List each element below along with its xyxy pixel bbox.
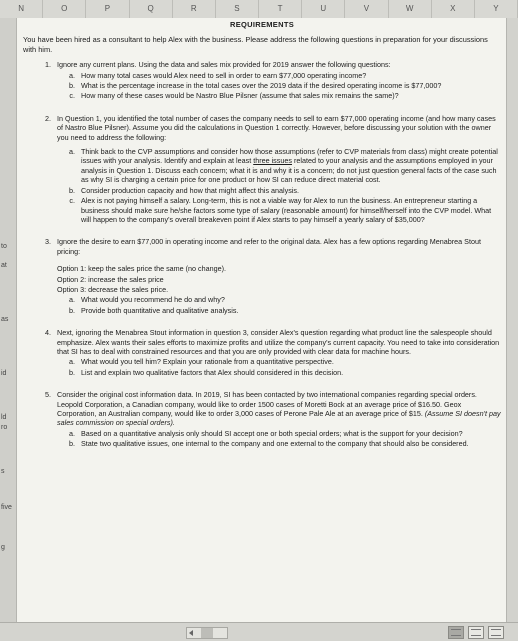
sub-label: a. bbox=[69, 147, 75, 157]
assumption-note: (Assume SI doesn't pay sales commission on special orders). bbox=[57, 409, 501, 428]
option-2: Option 2: increase the sales price bbox=[57, 274, 164, 284]
question-number: 1. bbox=[45, 60, 51, 70]
sub-item bbox=[57, 368, 501, 377]
cell-fragment[interactable]: g bbox=[1, 544, 5, 551]
sub-label: a. bbox=[69, 357, 75, 367]
column-header[interactable]: P bbox=[86, 0, 129, 18]
column-header-bar bbox=[0, 0, 518, 19]
question-3 bbox=[23, 237, 501, 315]
question-number: 5. bbox=[45, 390, 51, 400]
question-1 bbox=[23, 60, 501, 101]
sub-item bbox=[57, 186, 501, 195]
cell-fragment[interactable]: at bbox=[1, 262, 7, 269]
column-header[interactable]: R bbox=[173, 0, 216, 18]
normal-view-icon[interactable] bbox=[448, 626, 464, 639]
question-text: In Question 1, you identified the total number of cases the company needs to sell to earn $77,000 operating income (and how many cases of Nastro Blue Pilsner). Assume you did the calculations in Question 1 correctly. However, before discussing your solution with the owner you need to address the following: bbox=[57, 113, 496, 142]
sub-text: List and explain two qualitative factors that Alex should considered in this decision. bbox=[81, 367, 344, 377]
cell-fragment[interactable]: ld bbox=[1, 414, 7, 421]
intro-text: You have been hired as a consultant to help Alex with the business. Please address the following questions in preparation for your discussions with him. bbox=[23, 35, 488, 54]
column-header[interactable]: O bbox=[43, 0, 86, 18]
sub-label: b. bbox=[69, 439, 75, 449]
underlined-text: three issues bbox=[253, 156, 292, 166]
question-text: Ignore any current plans. Using the data and sales mix provided for 2019 answer the following questions: bbox=[57, 60, 391, 70]
cell-fragment[interactable]: ro bbox=[1, 424, 8, 431]
sub-label: b. bbox=[69, 185, 75, 195]
question-4 bbox=[23, 328, 501, 377]
sub-item bbox=[57, 196, 501, 224]
option-1: Option 1: keep the sales price the same (no change). bbox=[57, 264, 227, 274]
cell-fragment[interactable]: s bbox=[1, 468, 5, 475]
question-number: 4. bbox=[45, 328, 51, 338]
sub-item bbox=[57, 71, 501, 80]
sub-label: c. bbox=[69, 91, 75, 101]
cell-fragment[interactable]: five bbox=[1, 504, 12, 511]
view-controls bbox=[448, 626, 504, 639]
column-header[interactable]: Y bbox=[475, 0, 518, 18]
sub-item bbox=[57, 91, 501, 100]
sub-text: What is the percentage increase in the total cases over the 2019 data if the desired operating income is $77,000? bbox=[81, 81, 442, 91]
right-gutter bbox=[506, 18, 518, 622]
cell-fragment[interactable]: as bbox=[1, 316, 9, 323]
sub-text: What would you recommend he do and why? bbox=[81, 295, 225, 305]
question-number: 3. bbox=[45, 237, 51, 247]
sub-text: How many of these cases would be Nastro Blue Pilsner (assume that sales mix remains the same)? bbox=[81, 91, 399, 101]
sub-text: How many total cases would Alex need to sell in order to earn $77,000 operating income? bbox=[81, 70, 367, 80]
sub-label: b. bbox=[69, 305, 75, 315]
sub-item bbox=[57, 306, 501, 315]
sub-text: Think back to the CVP assumptions and consider how those assumptions (refer to CVP materials from class) might create potential issues with your analysis. Identify and explain at least bbox=[81, 147, 498, 166]
sub-text: What would you tell him? Explain your rationale from a quantitative perspective. bbox=[81, 357, 334, 367]
sub-item bbox=[57, 295, 501, 304]
sub-label: a. bbox=[69, 295, 75, 305]
question-text: Next, ignoring the Menabrea Stout information in question 3, consider Alex's question regarding what product line the salespeople should emphasize. Alex wants their sales efforts to maximize profits and utilize the company's current capacity. You need to take into consideration that SI has to deal with constrained resources and that you are only provided with clear data for machine hours. bbox=[57, 328, 500, 356]
sub-item bbox=[57, 81, 501, 90]
column-header[interactable]: X bbox=[432, 0, 475, 18]
scroll-left-arrow-icon[interactable] bbox=[189, 630, 193, 636]
question-5 bbox=[23, 390, 501, 448]
page-layout-view-icon[interactable] bbox=[468, 626, 484, 639]
sub-item bbox=[57, 429, 501, 438]
page-break-view-icon[interactable] bbox=[488, 626, 504, 639]
column-header[interactable]: T bbox=[259, 0, 302, 18]
sub-label: a. bbox=[69, 428, 75, 438]
sub-text: Provide both quantitative and qualitative analysis. bbox=[81, 305, 239, 315]
sub-item bbox=[57, 147, 501, 185]
cell-fragment[interactable]: to bbox=[1, 243, 7, 250]
sub-item bbox=[57, 357, 501, 366]
cell-fragment[interactable]: id bbox=[1, 370, 7, 377]
column-header[interactable]: U bbox=[302, 0, 345, 18]
horizontal-scrollbar[interactable] bbox=[186, 627, 228, 639]
requirements-textbox[interactable] bbox=[17, 18, 507, 622]
sub-text: related to your analysis and the assumptions employed in your analysis in Question 1. Discuss each concern; what it is and why it is a concern; do not just question general facts of the case such as why SI is charging a certain price for one product or how SI can reduce direct material cost. bbox=[81, 156, 497, 185]
option-3: Option 3: decrease the sales price. bbox=[57, 284, 169, 294]
column-header[interactable]: S bbox=[216, 0, 259, 18]
left-cell-fragments bbox=[0, 18, 17, 622]
sub-text: Based on a quantitative analysis only should SI accept one or both special orders; what is the support for your decision? bbox=[81, 428, 463, 438]
sub-text: State two qualitative issues, one internal to the company and one external to the company that should also be considered. bbox=[81, 439, 469, 449]
sub-text: Consider production capacity and how that might affect this analysis. bbox=[81, 185, 300, 195]
sub-label: b. bbox=[69, 81, 75, 91]
sub-item bbox=[57, 439, 501, 448]
sub-text: Alex is not paying himself a salary. Long-term, this is not a viable way for Alex to run the business. An entrepreneur starting a business should make sure he/she factors some type of salary (reasonable amount) for himself/herself into the CVP model. What will happen to the company's overall breakeven point if Alex starts to pay himself a yearly salary of $35,000? bbox=[81, 196, 492, 224]
column-header[interactable]: N bbox=[0, 0, 43, 18]
column-header[interactable]: W bbox=[389, 0, 432, 18]
sub-label: b. bbox=[69, 367, 75, 377]
sub-label: a. bbox=[69, 70, 75, 80]
status-bar bbox=[0, 622, 518, 641]
column-header[interactable]: V bbox=[345, 0, 388, 18]
question-text: Ignore the desire to earn $77,000 in operating income and refer to the original data. Alex has a few options regarding Menabrea Stout pricing: bbox=[57, 237, 481, 256]
question-text: Consider the original cost information data. In 2019, SI has been contacted by two international companies regarding special orders. Leopold Corporation, a Canadian company, would like to order 1500 cases of Moretti Bock at an average price of $16.50. Geox Corporation, an Australian company, would like to order 3,000 cases of Perone Pale Ale at an average price of $15. bbox=[57, 390, 477, 418]
sub-label: c. bbox=[69, 196, 75, 206]
scroll-thumb[interactable] bbox=[201, 628, 213, 638]
question-2 bbox=[23, 114, 501, 224]
question-number: 2. bbox=[45, 113, 51, 123]
page-title: REQUIREMENTS bbox=[229, 20, 295, 29]
column-header[interactable]: Q bbox=[130, 0, 173, 18]
